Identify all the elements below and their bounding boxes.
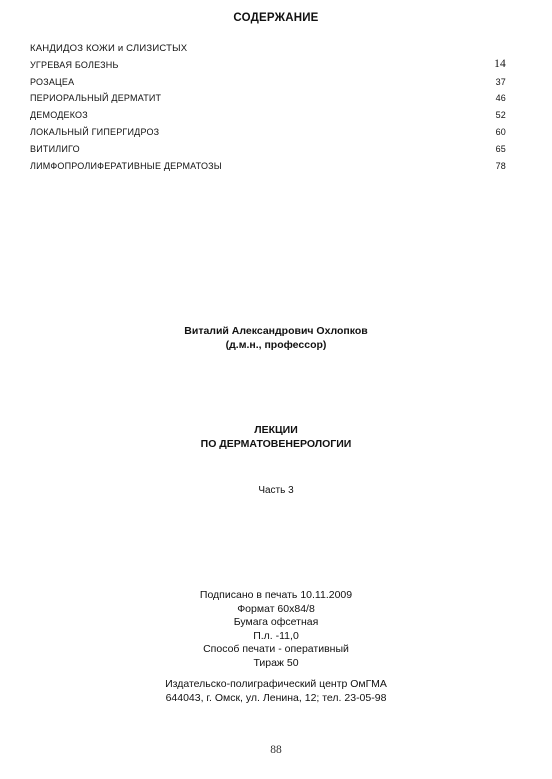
toc-entry-title: ЛОКАЛЬНЫЙ ГИПЕРГИДРОЗ xyxy=(30,126,160,137)
book-title-line: ЛЕКЦИИ xyxy=(254,424,298,436)
toc-entry xyxy=(30,158,506,175)
imprint-block xyxy=(0,589,552,671)
book-part: Часть 3 xyxy=(258,485,294,496)
toc-entry xyxy=(30,124,506,141)
toc-entry-page: 14 xyxy=(494,57,506,70)
publisher-name: Издательско-полиграфический центр ОмГМА xyxy=(165,678,387,690)
toc-entry-page: 37 xyxy=(495,76,506,87)
imprint-paper: Бумага офсетная xyxy=(233,616,319,629)
toc-entry xyxy=(30,107,506,124)
publisher-block xyxy=(0,677,552,705)
imprint-format: Формат 60x84/8 xyxy=(237,602,315,615)
toc-entry-title: ВИТИЛИГО xyxy=(30,143,80,154)
book-title xyxy=(0,423,552,451)
author-name: Виталий Александрович Охлопков xyxy=(184,325,368,337)
publisher-address: 644043, г. Омск, ул. Ленина, 12; тел. 23-05-98 xyxy=(165,692,387,704)
toc-entry xyxy=(30,57,506,74)
toc-entry-page: 78 xyxy=(495,160,506,171)
imprint-signed: Подписано в печать 10.11.2009 xyxy=(199,589,353,601)
toc-entry-page: 52 xyxy=(495,110,506,121)
toc-entry-page: 60 xyxy=(495,126,506,137)
toc-entry xyxy=(30,90,506,107)
author-credentials: (д.м.н., профессор) xyxy=(225,339,327,351)
toc-entry-page: 46 xyxy=(495,93,506,104)
book-title-line: ПО ДЕРМАТОВЕНЕРОЛОГИИ xyxy=(200,438,352,450)
author-block xyxy=(0,324,552,352)
toc-entry-title: ПЕРИОРАЛЬНЫЙ ДЕРМАТИТ xyxy=(30,93,162,104)
toc-entry-title: ЛИМФОПРОЛИФЕРАТИВНЫЕ ДЕРМАТОЗЫ xyxy=(30,160,222,171)
toc-entry xyxy=(30,40,506,57)
toc-entry-page: 65 xyxy=(495,143,506,154)
toc-heading: СОДЕРЖАНИЕ xyxy=(233,12,319,24)
imprint-print-method: Способ печати - оперативный xyxy=(203,643,349,656)
toc-entry-title: УГРЕВАЯ БОЛЕЗНЬ xyxy=(30,59,119,70)
imprint-run: Тираж 50 xyxy=(253,656,299,669)
page-number: 88 xyxy=(270,744,282,756)
toc-entry xyxy=(30,141,506,158)
toc-entry-title: РОЗАЦЕА xyxy=(30,76,75,87)
toc-entry-title: КАНДИДОЗ КОЖИ и СЛИЗИСТЫХ xyxy=(30,43,188,54)
table-of-contents xyxy=(30,40,506,174)
toc-entry xyxy=(30,74,506,91)
imprint-sheets: П.л. -11,0 xyxy=(253,629,299,642)
toc-entry-title: ДЕМОДЕКОЗ xyxy=(30,110,88,121)
